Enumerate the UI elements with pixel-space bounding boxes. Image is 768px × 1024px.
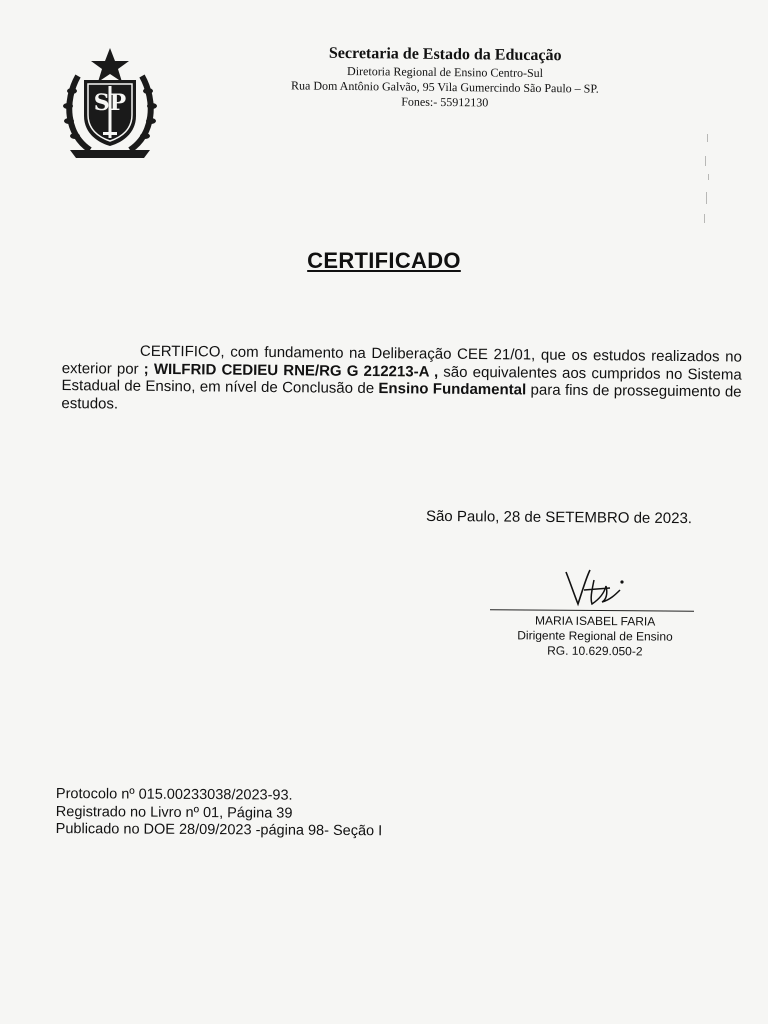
signer-name: MARIA ISABEL FARIA bbox=[534, 613, 656, 629]
letterhead bbox=[270, 43, 621, 112]
letterhead-title: Secretaria de Estado da Educação bbox=[328, 44, 562, 65]
protocol-number: Protocolo nº 015.00233038/2023-93. bbox=[55, 786, 293, 804]
body-middle: são equivalentes aos cumpridos no Sistema Estadual de Ensino, em nível de Conclusão de bbox=[61, 363, 742, 398]
document-title-text: CERTIFICADO bbox=[307, 248, 461, 273]
date-line: São Paulo, 28 de SETEMBRO de 2023. bbox=[425, 507, 693, 528]
registry-book: Registrado no Livro nº 01, Página 39 bbox=[55, 803, 293, 822]
certificate-body bbox=[61, 342, 742, 419]
registry-footer bbox=[56, 786, 383, 841]
signer-role: Dirigente Regional de Ensino bbox=[517, 628, 673, 644]
publication-info: Publicado no DOE 28/09/2023 -página 98- Seção I bbox=[55, 820, 383, 840]
body-person: ; WILFRID CEDIEU RNE/RG G 212213-A , bbox=[143, 360, 439, 381]
signer-rg: RG. 10.629.050-2 bbox=[547, 643, 643, 659]
coat-of-arms-icon bbox=[60, 46, 160, 162]
body-level: Ensino Fundamental bbox=[378, 380, 527, 399]
handwritten-signature bbox=[560, 564, 630, 610]
body-opening: CERTIFICO, com fundamento na Deliberação CEE 21/01, que os estudos realizados no exterior por bbox=[61, 342, 742, 378]
scan-artifact bbox=[700, 130, 714, 230]
letterhead-directorate: Diretoria Regional de Ensino Centro-Sul bbox=[347, 63, 544, 81]
seal-monogram: SP bbox=[93, 90, 127, 116]
document-title bbox=[0, 248, 768, 274]
signer-block bbox=[500, 613, 690, 660]
letterhead-address: Rua Dom Antônio Galvão, 95 Vila Gumercindo São Paulo – SP. bbox=[290, 78, 599, 96]
body-closing: para fins de prosseguimento de estudos. bbox=[61, 381, 742, 413]
signature-line bbox=[490, 609, 694, 611]
letterhead-phone: Fones:- 55912130 bbox=[401, 94, 489, 110]
